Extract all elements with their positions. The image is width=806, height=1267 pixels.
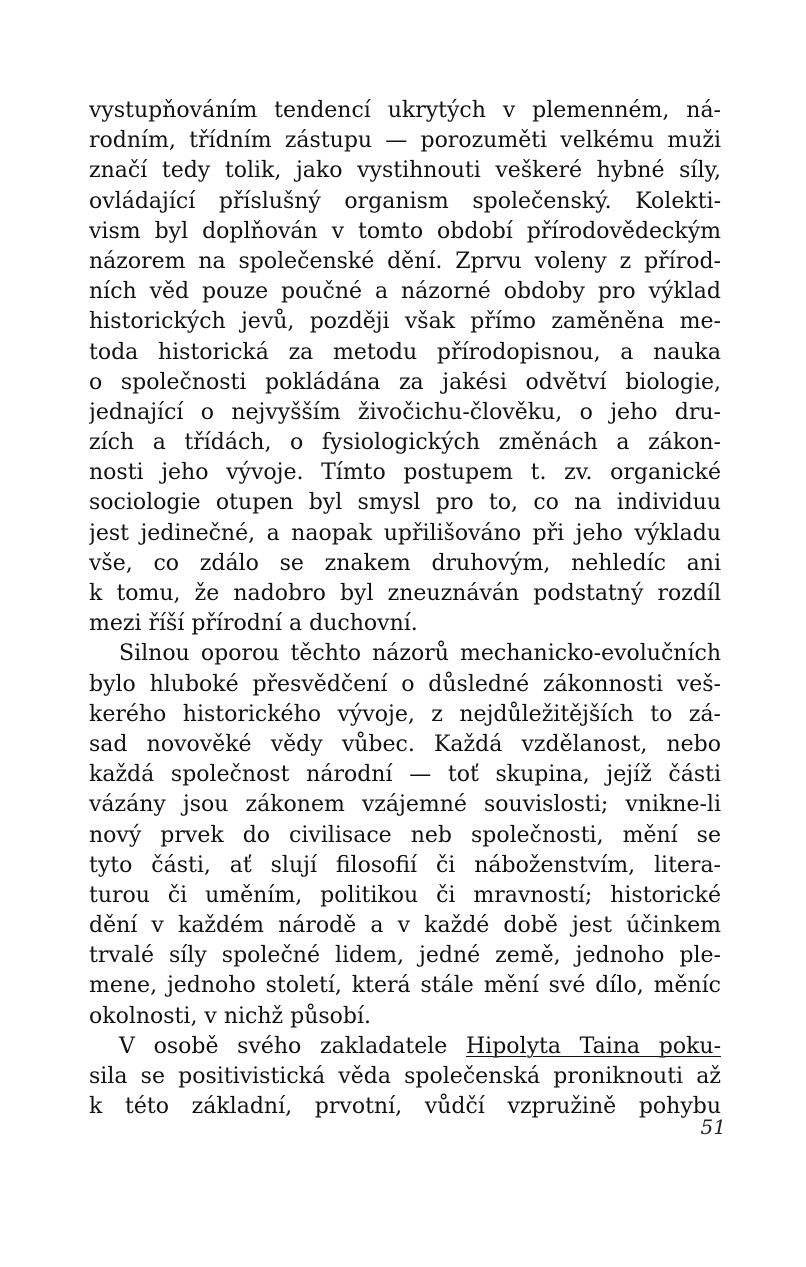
text-line: nový prvek do civilisace neb společnosti, mění se [89,822,721,848]
text-line: kerého historického vývoje, z nejdůležitějších to zá- [89,701,721,727]
text-line: nosti jeho vývoje. Tímto postupem t. zv. organické [89,460,721,486]
text-line: o společnosti pokládána za jakési odvětví biologie, [89,369,721,395]
text-line: okolnosti, v nichž působí. [89,1003,372,1029]
body-text [89,96,721,1122]
text-line: k této základní, prvotní, vůdčí vzpružině pohybu [89,1094,721,1120]
text-line: k tomu, že nadobro byl zneuznáván podstatný rozdíl [89,581,721,606]
text-line: každá společnost národní — toť skupina, jejíž části [89,762,721,788]
text-line: dění v každém národě a v každé době jest účinkem [89,913,721,939]
text-line: vše, co zdálo se znakem druhovým, nehledíc ani [89,550,721,576]
text-line: mezi říší přírodní a duchovní. [89,611,418,637]
text-line: sociologie otupen byl smysl pro to, co na individuu [89,490,721,516]
underlined-name: Hipolyta Taina poku- [465,1033,721,1059]
text-line [89,1032,721,1062]
text-line: mene, jednoho století, která stále mění své dílo, měníc [89,973,721,999]
text-line: turou či uměním, politikou či mravností; historické [89,882,721,908]
text-line: historických jevů, později však přímo zaměněna me- [89,309,721,335]
text-line-start: V osobě svého zakladatele [119,1033,466,1059]
text-line: tyto části, ať slují filosofií či náboženstvím, litera- [89,852,721,878]
text-line: Silnou oporou těchto názorů mechanicko-evolučních [119,641,721,667]
text-line: značí tedy tolik, jako vystihnouti veškeré hybné síly, [89,158,721,184]
text-line: vázány jsou zákonem vzájemné souvislosti; vnikne-li [89,792,721,818]
text-line: jest jedinečné, a naopak upřilišováno při jeho výkladu [89,520,721,546]
text-line: jednající o nejvyšším živočichu-člověku, o jeho dru- [89,399,721,425]
text-line: zích a třídách, o fysiologických změnách a zákon- [89,430,721,456]
text-line: bylo hluboké přesvědčení o důsledné zákonnosti veš- [89,671,721,697]
text-line: ovládající příslušný organism společenský. Kolekti- [89,188,721,214]
text-line: sila se positivistická věda společenská proniknouti až [89,1064,721,1089]
text-line: ních věd pouze poučné a názorné obdoby pro výklad [89,279,721,305]
text-line: názorem na společenské dění. Zprvu voleny z přírod- [89,248,721,274]
text-line: trvalé síly společné lidem, jedné země, jednoho ple- [89,943,721,969]
text-line: vism byl doplňován v tomto období přírodovědeckým [89,218,721,244]
text-line: toda historická za metodu přírodopisnou, a nauka [89,339,721,365]
text-line: rodním, třídním zástupu — porozuměti velkému muži [89,128,721,154]
page-number: 51 [700,1115,726,1139]
text-line: vystupňováním tendencí ukrytých v plemenném, ná- [89,98,721,123]
text-line: sad novověké vědy vůbec. Každá vzdělanost, nebo [89,731,721,757]
